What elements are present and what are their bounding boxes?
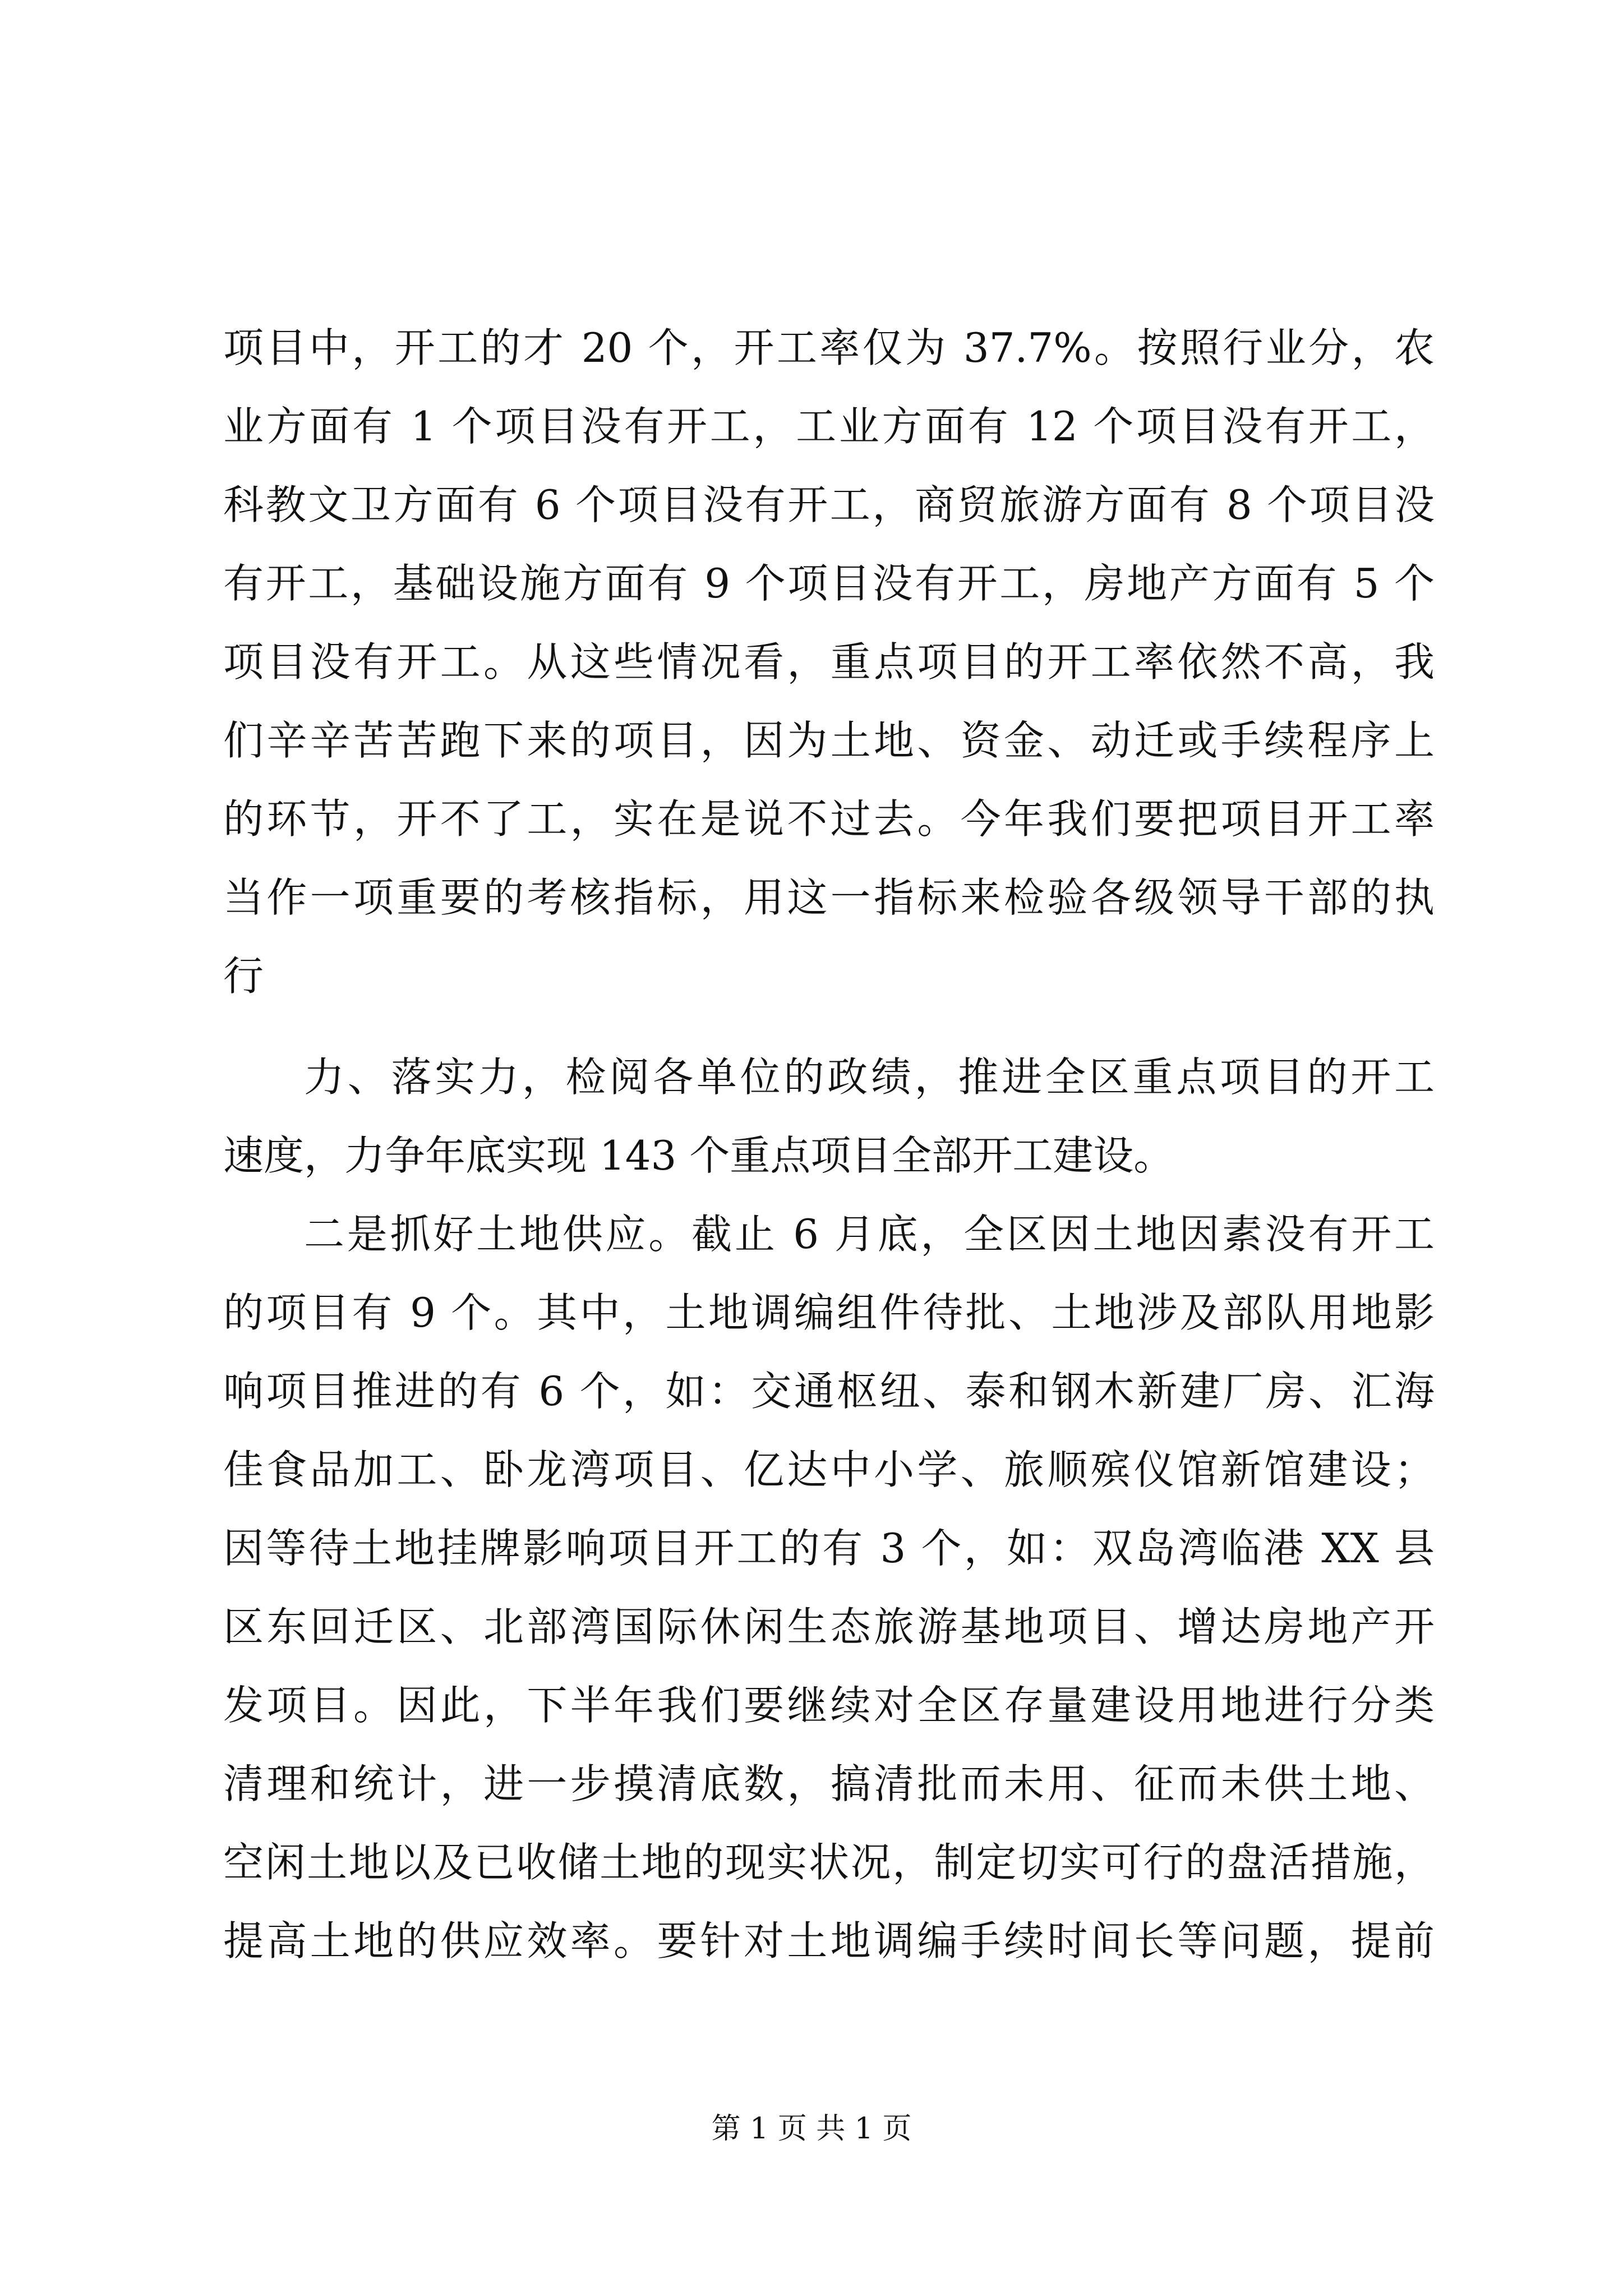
page-footer: 第 1 页 共 1 页 — [711, 2112, 912, 2146]
text-line: 提高土地的供应效率。要针对土地调编手续时间长等问题，提前 — [223, 1917, 1435, 1964]
text-line: 发项目。因此，下半年我们要继续对全区存量建设用地进行分类 — [223, 1682, 1435, 1729]
text-line: 的环节，开不了工，实在是说不过去。今年我们要把项目开工率 — [223, 795, 1435, 843]
text-line: 空闲土地以及已收储土地的现实状况，制定切实可行的盘活措施， — [223, 1839, 1435, 1886]
text-line: 佳食品加工、卧龙湾项目、亿达中小学、旅顺殡仪馆新馆建设； — [223, 1446, 1435, 1493]
text-line: 的项目有 9 个。其中，土地调编组件待批、土地涉及部队用地影 — [223, 1289, 1435, 1336]
text-line: 二是抓好土地供应。截止 6 月底，全区因土地因素没有开工 — [304, 1211, 1435, 1258]
text-line: 项目没有开工。从这些情况看，重点项目的开工率依然不高，我 — [223, 638, 1435, 685]
text-line: 行 — [223, 953, 264, 1000]
text-line: 当作一项重要的考核指标，用这一指标来检验各级领导干部的执 — [223, 874, 1435, 921]
text-line: 区东回迁区、北部湾国际休闲生态旅游基地项目、增达房地产开 — [223, 1603, 1435, 1650]
text-line: 业方面有 1 个项目没有开工，工业方面有 12 个项目没有开工， — [223, 403, 1435, 450]
text-line: 因等待土地挂牌影响项目开工的有 3 个，如：双岛湾临港 XX 县 — [223, 1525, 1435, 1572]
text-line: 有开工，基础设施方面有 9 个项目没有开工，房地产方面有 5 个 — [223, 560, 1435, 607]
body-text — [223, 309, 1435, 1980]
text-line: 科教文卫方面有 6 个项目没有开工，商贸旅游方面有 8 个项目没 — [223, 481, 1435, 528]
text-line: 项目中，开工的才 20 个，开工率仅为 37.7%。按照行业分，农 — [223, 324, 1435, 371]
text-line: 响项目推进的有 6 个，如：交通枢纽、泰和钢木新建厂房、汇海 — [223, 1368, 1435, 1415]
text-line: 力、落实力，检阅各单位的政绩，推进全区重点项目的开工 — [304, 1053, 1435, 1101]
page-break-gap — [223, 1015, 1435, 1038]
text-line: 清理和统计，进一步摸清底数，搞清批而未用、征而未供土地、 — [223, 1760, 1435, 1807]
text-line: 们辛辛苦苦跑下来的项目，因为土地、资金、动迁或手续程序上 — [223, 717, 1435, 764]
text-line: 速度，力争年底实现 143 个重点项目全部开工建设。 — [223, 1132, 1174, 1179]
